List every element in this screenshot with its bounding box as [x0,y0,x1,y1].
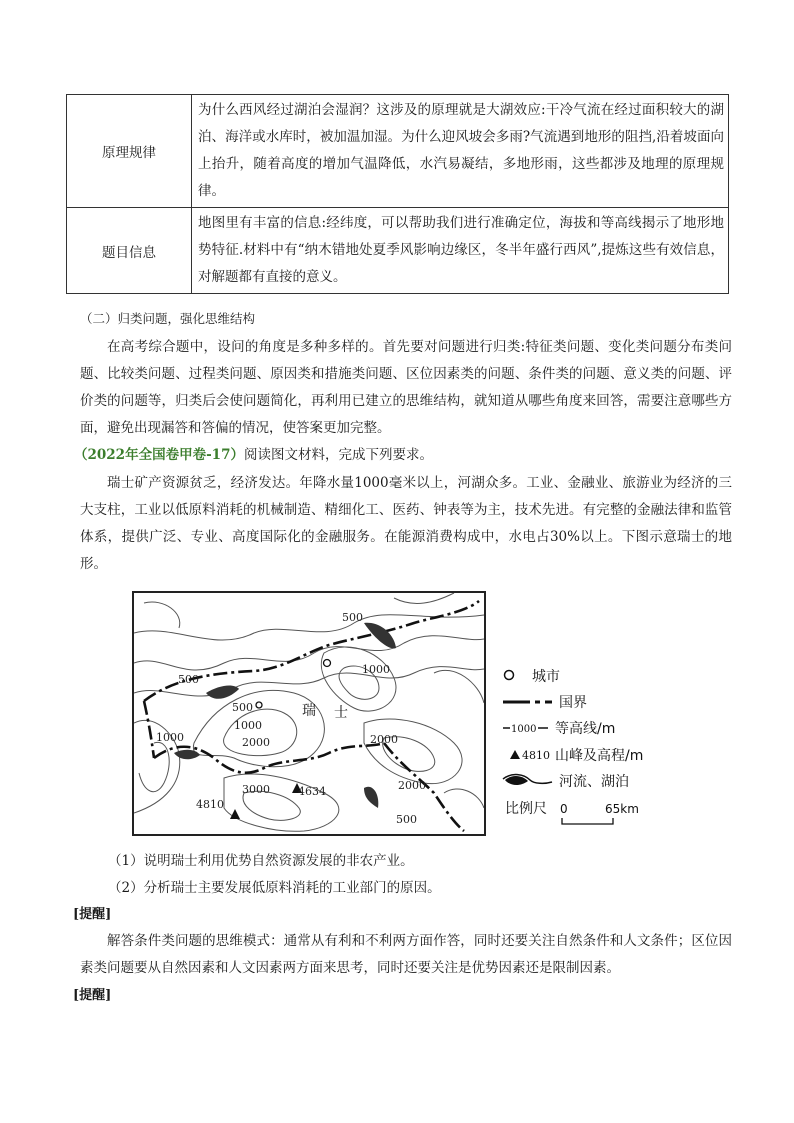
row-text-principle: 为什么西风经过湖泊会湿润？这涉及的原理就是大湖效应:干冷气流在经过面积较大的湖泊、海洋或水库时，被加温加湿。为什么迎风坡会多雨?气流遇到地形的阻挡,沿着坡面向上抬升，随着高度的增加气温降低，水汽易凝结，多地形雨，这些都涉及地理的原理规律。 [192,95,729,208]
table-row [67,208,729,294]
country-label: 瑞 [302,703,316,719]
river-legend-icon [503,775,552,784]
city-marker [256,702,262,708]
scale-bar [562,818,613,824]
source-instruction: 阅读图文材料，完成下列要求。 [243,447,433,463]
question-2: （2）分析瑞士主要发展低原料消耗的工业部门的原因。 [108,880,441,896]
contour-line [139,742,169,791]
peak-label: 4634 [298,785,326,798]
lake-shape [206,686,239,699]
legend-scale-zero: 0 [560,802,568,816]
contour-label: 2000 [398,779,426,792]
tip-heading-1: [提醒] [73,907,112,922]
contour-line [444,789,484,808]
row-text-info: 地图里有丰富的信息:经纬度，可以帮助我们进行准确定位，海拔和等高线揭示了地形地势特征.材料中有“纳木错地处夏季风影响边缘区，冬半年盛行西风”,提炼这些有效信息，对解题都有直接的意义。 [192,208,729,294]
row-label-principle: 原理规律 [67,95,192,208]
contour-label: 1000 [156,731,184,744]
paragraph-material: 瑞士矿产资源贫乏，经济发达。年降水量1000毫米以上，河湖众多。工业、金融业、旅游业为经济的三大支柱，工业以低原料消耗的机械制造、精细化工、医药、钟表等为主，技术先进。有完整的金融法律和监管体系，提供广泛、专业、高度国际化的金融服务。在能源消费构成中，水电占30%以上。下图示意瑞士的地形。 [80,475,732,572]
legend-river: 河流、湖泊 [559,774,629,790]
info-table [66,94,729,294]
lake-legend-icon [505,776,528,785]
paragraph-tip: 解答条件类问题的思维模式：通常从有利和不利两方面作答，同时还要关注自然条件和人文条件；区位因素类问题要从自然因素和人文因素两方面来思考，同时还要关注是优势因素还是限制因素。 [80,933,732,976]
country-label: 士 [334,705,348,721]
terrain-map-svg [134,593,484,834]
contour-label: 500 [396,813,417,826]
contour-label: 500 [342,611,363,624]
question-1: （1）说明瑞士利用优势自然资源发展的非农产业。 [108,853,414,869]
lake-shape [364,787,378,808]
legend-contour-sample: 1000 [511,724,537,735]
peak-marker [230,809,240,819]
legend-peak: 山峰及高程/m [555,748,644,764]
peak-legend-icon [510,750,520,759]
legend-city: 城市 [532,669,560,685]
national-border [144,701,154,758]
legend-border: 国界 [559,695,587,711]
contour-label: 500 [232,701,253,714]
contour-line [134,636,484,670]
source-tag: （2022年全国卷甲卷-17） [74,447,244,463]
contour-line [434,670,484,703]
tip-heading-2: [提醒] [73,988,112,1003]
city-marker [324,660,331,667]
contour-label: 500 [178,673,199,686]
contour-label: 3000 [242,783,270,796]
contour-label: 2000 [370,733,398,746]
section-heading: （二）归类问题，强化思维结构 [80,311,256,326]
row-label-info: 题目信息 [67,208,192,294]
national-border [144,601,479,701]
legend-scale-label: 比例尺 [505,801,547,817]
contour-label: 1000 [234,719,262,732]
contour-line [144,602,180,628]
lake-shape [174,750,200,759]
city-legend-icon [505,671,514,680]
contour-line [321,647,396,711]
terrain-map [132,591,486,836]
contour-line [394,593,454,603]
source-line [74,442,726,469]
legend-scale-max: 65km [605,802,639,816]
contour-line [364,719,462,784]
contour-label: 2000 [242,736,270,749]
contour-label: 1000 [362,663,390,676]
legend-contour: 等高线/m [555,721,616,737]
peak-label: 4810 [196,798,224,811]
legend-peak-sample: 4810 [522,749,550,762]
paragraph-intro: 在高考综合题中，设问的角度是多种多样的。首先要对问题进行归类:特征类问题、变化类问题分布类问题、比较类问题、过程类问题、原因类和措施类问题、区位因素类的问题、条件类的问题、意义类的问题、评价类的问题等，归类后会使问题简化，再利用已建立的思维结构，就知道从哪些角度来回答，需要注意哪些方面，避免出现漏答和答偏的情况，使答案更加完整。 [80,339,732,436]
table-row [67,95,729,208]
